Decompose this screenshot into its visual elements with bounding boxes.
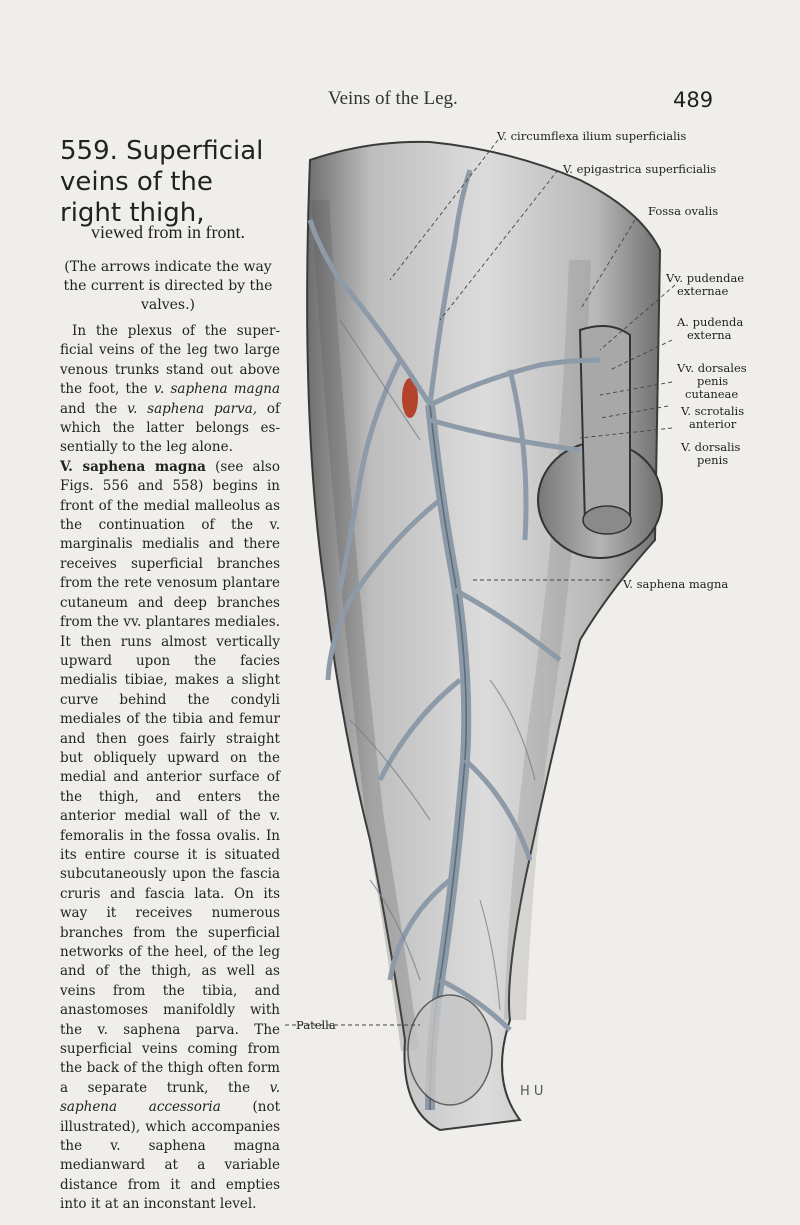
label-line: V. dorsalis <box>681 440 741 454</box>
text-run: (see also Figs. 556 and 558) begins in front of the medial malleolus as the continuation of the v. marginalis medialis and there receives superficial branches from the rete venosum plantare cutaneum and deep branches from the vv. plantares mediales. It then runs almost vertically upward upon the facies medialis tibiae, makes a slight curve behind the condyli mediales of the tibia and femur and then goes fairly straight but obliquely upward on the medial and anterior surface of the thigh, and enters the anterior medial wall of the v. femoralis in the fossa ovalis. In its entire course it is situated subcutaneously upon the fascia cruris and fascia lata. On its way it receives numerous branches from the superficial networks of the heel, of the leg and of the thigh, as well as veins from the tibia, and anastomoses manifoldly with the v. saphena parva. The superficial veins coming from the back of the thigh often form a separate trunk, the <box>60 458 280 1096</box>
label-line: penis <box>697 374 729 388</box>
label-line: Vv. dorsales <box>677 361 747 375</box>
figure-heading <box>60 136 276 229</box>
running-title: Veins of the Leg. <box>328 88 458 109</box>
label-v-scrotalis <box>681 405 744 431</box>
label-line: externae <box>677 284 729 298</box>
artist-initials: H U <box>520 1084 544 1099</box>
label-line: V. scrotalis <box>681 404 745 418</box>
italic-term: v. saphena parva, <box>127 400 258 417</box>
text-run: of which the latter belongs essentially to the leg alone. <box>60 400 280 456</box>
page-header <box>0 88 800 118</box>
label-line: A. pudenda <box>677 315 744 329</box>
label-line: Vv. pudendae <box>666 271 745 285</box>
paragraph <box>60 458 280 1215</box>
label-vv-pudendae <box>666 272 744 298</box>
label-patella: Patella <box>296 1018 336 1032</box>
figure-subtitle: viewed from in front. <box>91 222 245 242</box>
label-vv-dorsales <box>677 362 747 401</box>
label-line: anterior <box>689 417 737 431</box>
body-text <box>60 322 280 1215</box>
text-run: In the plexus of the superficial veins of the leg two large venous trunks stand out above the foot, the <box>60 323 280 398</box>
patella-region <box>408 995 492 1105</box>
label-saphena-magna: V. saphena magna <box>623 577 729 591</box>
label-a-pudenda <box>677 316 743 342</box>
text-run: and the <box>60 400 128 417</box>
heading-line: veins of the <box>60 167 213 197</box>
bold-term: V. saphena magna <box>60 458 206 475</box>
paragraph <box>60 322 280 458</box>
label-line: penis <box>697 453 729 467</box>
label-line: externa <box>687 328 732 342</box>
label-circumflexa: V. circumflexa ilium superficialis <box>497 129 687 143</box>
label-fossa-ovalis: Fossa ovalis <box>648 204 719 218</box>
label-epigastrica: V. epigastrica superficialis <box>563 162 717 176</box>
label-v-dorsalis <box>681 441 740 467</box>
figure-note: (The arrows indicate the way the current is directed by the valves.) <box>63 259 273 313</box>
page-number: 489 <box>673 88 714 112</box>
penis <box>580 326 630 531</box>
label-line: cutaneae <box>685 387 739 401</box>
italic-term: v. saphena accessoria <box>60 1079 280 1116</box>
heading-line: 559. Superficial <box>60 136 264 166</box>
italic-term: v. saphena magna <box>153 381 281 398</box>
heading-line: right thigh, <box>60 198 205 228</box>
text-run: (not illustrated), which accompanies the v. saphena magna medianward at a variable distance from it and empties into it at an inconstant level. <box>60 1099 280 1213</box>
